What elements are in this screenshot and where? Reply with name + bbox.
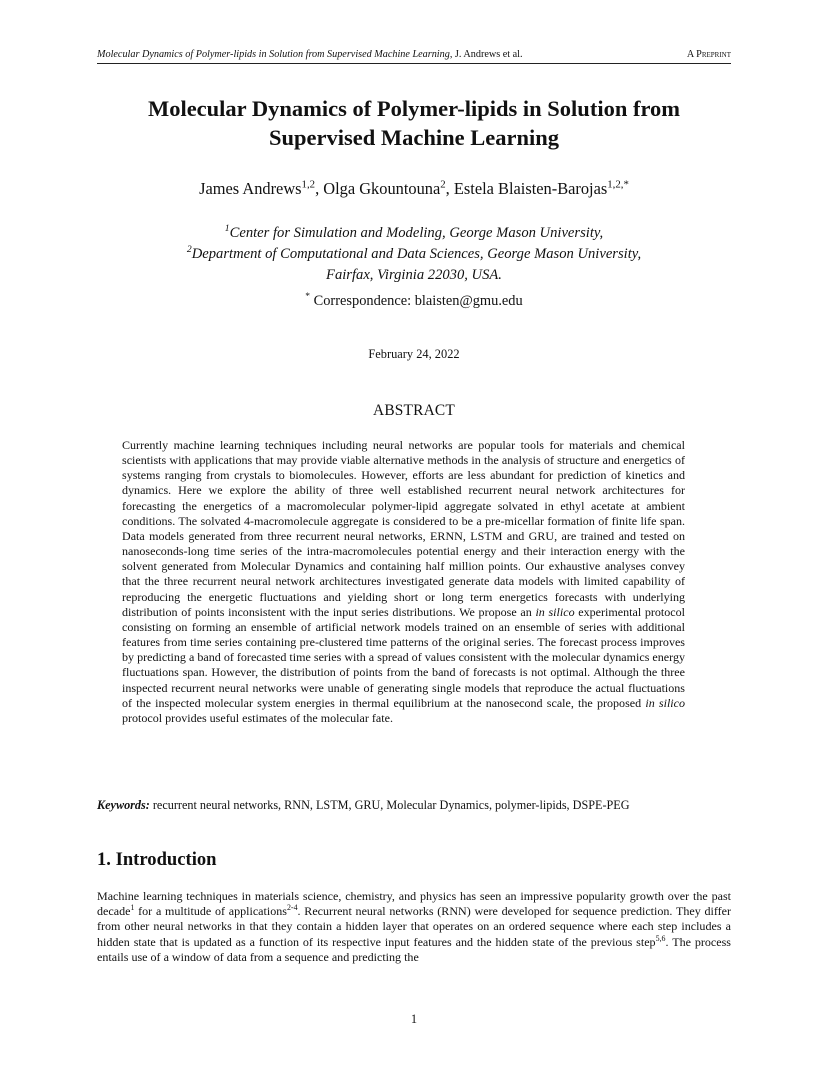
citation-mark: 1 (130, 903, 135, 913)
author-affiliation-mark: 1,2,* (607, 178, 629, 191)
abstract-emphasis: in silico (535, 604, 575, 619)
affiliation-line (97, 265, 731, 286)
affiliations (97, 223, 731, 286)
keywords-label: Keywords: (97, 798, 150, 812)
abstract-heading: ABSTRACT (373, 402, 455, 419)
author-name: Estela Blaisten-Barojas (453, 179, 608, 198)
correspondence-text: Correspondence: blaisten@gmu.edu (310, 293, 523, 309)
correspondence (97, 291, 731, 311)
author-affiliation-mark: 1,2 (301, 178, 316, 191)
running-header-italic-title: Molecular Dynamics of Polymer-lipids in Solution from Supervised Machine Learning (97, 49, 450, 60)
intro-text: for a multitude of applications (134, 904, 287, 919)
affiliation-line (97, 244, 731, 265)
intro-text: Machine learning techniques in materials science, chemistry, and physics has seen an impressive popularity growth over the past decade (97, 889, 731, 919)
intro-text: . Recurrent neural networks (RNN) were developed for sequence prediction. They differ from other neural networks in that they contain a hidden layer that operates on an ordered sequence where each step includes a hidden state that is updated as a function of its respective input features and the hidden state of the previous step (97, 904, 731, 949)
affiliation-text: Center for Simulation and Modeling, George Mason University, (229, 225, 604, 241)
page-number: 1 (410, 1012, 418, 1026)
author-name: Olga Gkountouna (323, 179, 441, 198)
abstract-text: Currently machine learning techniques including neural networks are popular tools for materials and chemical scientists with applications that may provide viable alternative methods in the analysis of structure and energetics of systems ranging from crystals to biomolecules. However, efforts are less abundant for prediction of kinetics and dynamics. Here we explore the ability of three well established recurrent neural network architectures for forecasting the energetics of a macromolecular polymer-lipid aggregate solvated in ethyl acetate at ambient conditions. The solvated 4-macromolecule aggregate is considered to be a pre-micellar formation of finite life span. Data models generated from three recurrent neural networks, ERNN, LSTM and GRU, are trained and tested on nanoseconds-long time series of the intra-macromolecules potential energy and their interaction energy with the solvent generated from Molecular Dynamics and containing half million points. Our exhaustive analyses convey that the three recurrent neural network architectures investigated generate data models with limited capability of reproducing the energetic fluctuations and yielding short or long term energetics forecasts with underlying distribution of points inconsistent with the input series distributions. We propose an (122, 438, 685, 619)
publication-date: February 24, 2022 (368, 347, 460, 361)
preprint-label: A Preprint (686, 49, 731, 60)
author-affiliation-mark: 2 (440, 178, 446, 191)
abstract-text: experimental protocol consisting on forming an ensemble of artificial network models trained on an ensemble of series with additional features from time series containing pre-clustered time patterns of the original series. The forecast process improves by predicting a band of forecasted time series with a spread of values consistent with the molecular dynamics energy fluctuations span. However, the distribution of points from the band of forecasts is not optimal. Although the three inspected recurrent neural networks were unable of generating single models that reproduce the actual fluctuations of the inspected molecular system energies in thermal equilibrium at the nanosecond scale, the proposed (122, 604, 685, 710)
author-name: James Andrews (199, 179, 302, 198)
keywords-list: recurrent neural networks, RNN, LSTM, GRU, Molecular Dynamics, polymer-lipids, DSPE-PEG (149, 798, 630, 812)
abstract-emphasis: in silico (645, 695, 686, 710)
author-separator: , (445, 179, 454, 198)
correspondence-mark: * (305, 292, 311, 303)
running-header-authors: , J. Andrews et al. (449, 49, 523, 60)
introduction-paragraph (97, 889, 731, 965)
running-header-title (97, 49, 523, 61)
paper-title (97, 94, 731, 152)
affiliation-mark: 1 (224, 223, 230, 235)
affiliation-text: Fairfax, Virginia 22030, USA. (326, 267, 502, 283)
section-heading-introduction: 1. Introduction (97, 849, 217, 870)
running-header (97, 49, 731, 64)
affiliation-mark: 2 (186, 244, 192, 256)
abstract-text: protocol provides useful estimates of the molecular fate. (122, 710, 393, 725)
paper-title-line-1: Molecular Dynamics of Polymer-lipids in Solution from (147, 96, 681, 121)
citation-mark: 5,6 (655, 933, 666, 943)
affiliation-line (97, 223, 731, 244)
citation-mark: 2-4 (286, 903, 298, 913)
paper-title-line-2: Supervised Machine Learning (268, 125, 560, 150)
author-list (97, 178, 731, 200)
abstract-body (122, 438, 685, 726)
author-separator: , (315, 179, 324, 198)
affiliation-text: Department of Computational and Data Sciences, George Mason University, (191, 246, 642, 262)
intro-text: . The process entails use of a window of data from a sequence and predicting the (97, 934, 731, 964)
keywords (97, 797, 731, 813)
